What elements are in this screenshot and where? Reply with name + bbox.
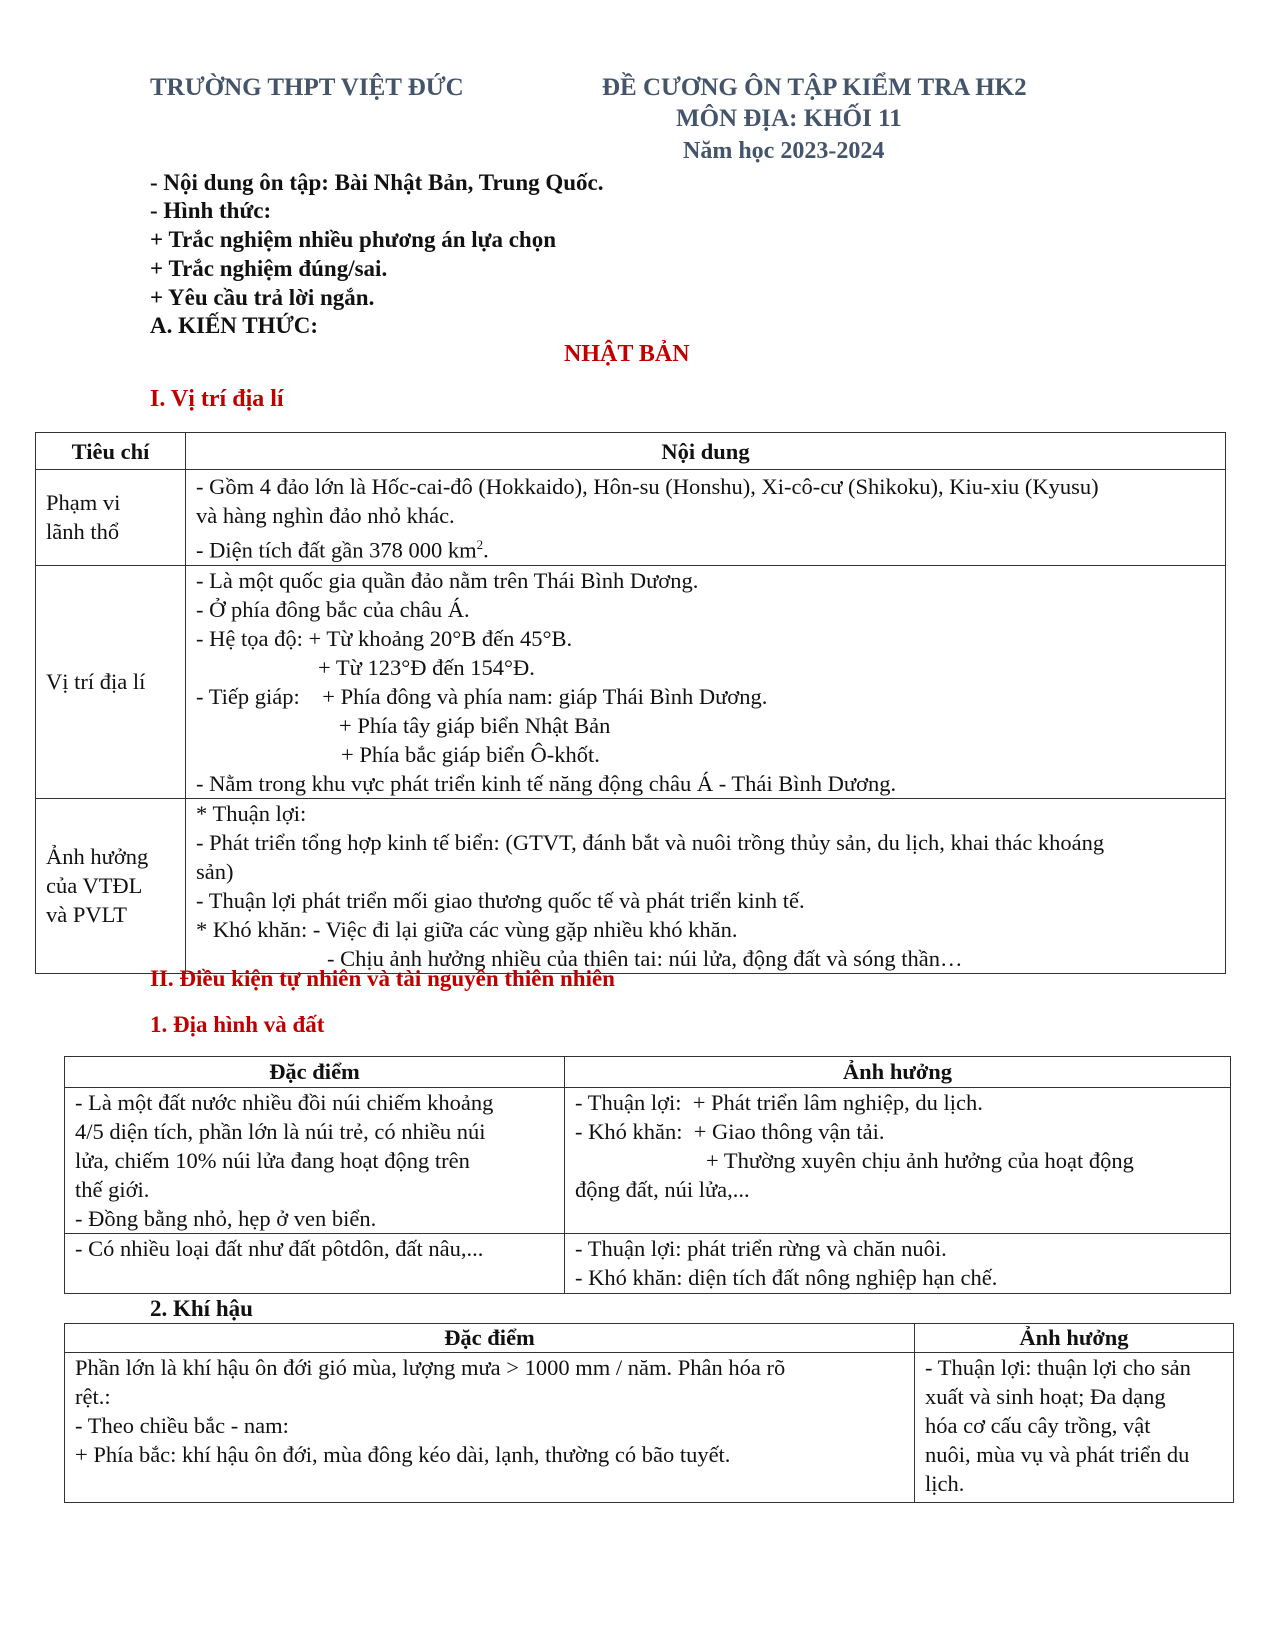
content-cell xyxy=(186,565,1226,798)
location-table xyxy=(35,432,1226,974)
content-line: - Thuận lợi: phát triển rừng và chăn nuôi. xyxy=(575,1236,947,1261)
feature-cell xyxy=(65,1234,565,1294)
content-line: - Chịu ảnh hưởng nhiều của thiên tai: núi lửa, động đất và sóng thần… xyxy=(327,945,963,971)
content-line: lửa, chiếm 10% núi lửa đang hoạt động trên xyxy=(75,1148,470,1173)
section-2-heading: II. Điều kiện tự nhiên và tài nguyên thiên nhiên xyxy=(150,966,615,991)
content-line: - Là một quốc gia quần đảo nằm trên Thái Bình Dương. xyxy=(196,567,699,593)
feature-cell xyxy=(65,1353,915,1503)
content-line: - Ở phía đông bắc của châu Á. xyxy=(196,596,470,622)
table-header: Nội dung xyxy=(186,433,1226,470)
table-row xyxy=(65,1234,1231,1294)
content-line: + Phía bắc: khí hậu ôn đới, mùa đông kéo dài, lạnh, thường có bão tuyết. xyxy=(75,1442,731,1467)
doc-title: ĐỀ CƯƠNG ÔN TẬP KIỂM TRA HK2 xyxy=(602,74,1027,101)
content-line: sản) xyxy=(196,858,234,884)
content-line: - Tiếp giáp: + Phía đông và phía nam: giáp Thái Bình Dương. xyxy=(196,683,768,709)
section-1-heading: I. Vị trí địa lí xyxy=(150,386,284,412)
criteria-cell xyxy=(36,565,186,798)
school-name: TRƯỜNG THPT VIỆT ĐỨC xyxy=(150,74,464,101)
content-line: - Phát triển tổng hợp kinh tế biển: (GTVT, đánh bắt và nuôi trồng thủy sản, du lịch, khai thác khoáng xyxy=(196,829,1105,855)
content-line: nuôi, mùa vụ và phát triển du xyxy=(925,1442,1190,1467)
table-row xyxy=(36,565,1226,798)
table-row xyxy=(36,470,1226,566)
table-header: Ảnh hưởng xyxy=(915,1324,1234,1353)
subsection-climate-heading: 2. Khí hậu xyxy=(150,1296,253,1321)
content-line: 4/5 diện tích, phần lớn là núi trẻ, có nhiều núi xyxy=(75,1119,486,1144)
content-line: Phần lớn là khí hậu ôn đới gió mùa, lượng mưa > 1000 mm / năm. Phân hóa rõ xyxy=(75,1355,786,1380)
area-period: . xyxy=(483,537,489,563)
form-item: + Trắc nghiệm nhiều phương án lựa chọn xyxy=(150,227,556,252)
content-line: - Là một đất nước nhiều đồi núi chiếm khoảng xyxy=(75,1090,494,1115)
content-line: * Khó khăn: - Việc đi lại giữa các vùng gặp nhiều khó khăn. xyxy=(196,916,738,942)
criteria-label: Phạm vi xyxy=(46,490,121,516)
form-item: + Trắc nghiệm đúng/sai. xyxy=(150,256,388,281)
content-line: + Phía tây giáp biển Nhật Bản xyxy=(339,712,611,738)
content-line: - Đồng bằng nhỏ, hẹp ở ven biển. xyxy=(75,1206,377,1231)
table-header: Tiêu chí xyxy=(36,433,186,470)
content-line: + Từ 123°Đ đến 154°Đ. xyxy=(318,654,535,680)
content-line: xuất và sinh hoạt; Đa dạng xyxy=(925,1384,1166,1409)
content-line xyxy=(196,530,1215,565)
area-superscript: 2 xyxy=(476,537,484,552)
content-line: - Khó khăn: + Giao thông vận tải. xyxy=(575,1119,885,1144)
feature-cell xyxy=(65,1088,565,1234)
climate-table xyxy=(64,1323,1234,1503)
content-line: hóa cơ cấu cây trồng, vật xyxy=(925,1413,1151,1438)
content-cell xyxy=(186,798,1226,973)
form-label: - Hình thức: xyxy=(150,198,272,223)
table-header: Đặc điểm xyxy=(65,1324,915,1353)
table-row xyxy=(65,1353,1234,1503)
criteria-label: lãnh thổ xyxy=(46,519,120,545)
terrain-table xyxy=(64,1056,1231,1294)
content-line: - Theo chiều bắc - nam: xyxy=(75,1413,289,1438)
form-item: + Yêu cầu trả lời ngắn. xyxy=(150,285,375,310)
content-line: - Thuận lợi: + Phát triển lâm nghiệp, du lịch. xyxy=(575,1090,983,1115)
content-cell xyxy=(186,470,1226,566)
content-line: - Gồm 4 đảo lớn là Hốc-cai-đô (Hokkaido), Hôn-su (Honshu), Xi-cô-cư (Shikoku), Kiu-xiu (Kyusu) xyxy=(196,474,1099,499)
content-line: lịch. xyxy=(925,1471,965,1496)
table-header: Ảnh hưởng xyxy=(565,1057,1231,1088)
content-line: và hàng nghìn đảo nhỏ khác. xyxy=(196,503,455,528)
table-row xyxy=(36,798,1226,973)
table-header: Đặc điểm xyxy=(65,1057,565,1088)
impact-cell xyxy=(915,1353,1234,1503)
content-line: - Thuận lợi phát triển mối giao thương quốc tế và phát triển kinh tế. xyxy=(196,887,805,913)
content-line: * Thuận lợi: xyxy=(196,800,307,826)
subsection-terrain-heading: 1. Địa hình và đất xyxy=(150,1012,325,1037)
table-row xyxy=(65,1088,1231,1234)
content-line: - Hệ tọa độ: + Từ khoảng 20°B đến 45°B. xyxy=(196,625,573,651)
review-content: - Nội dung ôn tập: Bài Nhật Bản, Trung Quốc. xyxy=(150,170,604,195)
criteria-label: Vị trí địa lí xyxy=(46,669,146,694)
impact-cell xyxy=(565,1088,1231,1234)
criteria-cell xyxy=(36,470,186,566)
content-line: + Phía bắc giáp biển Ô-khốt. xyxy=(341,741,600,767)
impact-cell xyxy=(565,1234,1231,1294)
section-a-heading: A. KIẾN THỨC: xyxy=(150,313,319,338)
content-line: động đất, núi lửa,... xyxy=(575,1177,750,1202)
criteria-label: và PVLT xyxy=(46,902,128,927)
criteria-cell xyxy=(36,798,186,973)
content-line: rệt.: xyxy=(75,1384,111,1409)
content-line: thế giới. xyxy=(75,1177,150,1202)
content-line: - Nằm trong khu vực phát triển kinh tế năng động châu Á - Thái Bình Dương. xyxy=(196,770,897,796)
criteria-label: của VTĐL xyxy=(46,873,143,898)
doc-year: Năm học 2023-2024 xyxy=(683,138,885,164)
criteria-label: Ảnh hưởng xyxy=(46,844,149,869)
content-line: + Thường xuyên chịu ảnh hưởng của hoạt động xyxy=(706,1148,1134,1173)
doc-subject: MÔN ĐỊA: KHỐI 11 xyxy=(676,105,902,132)
content-line: - Có nhiều loại đất như đất pôtdôn, đất nâu,... xyxy=(75,1236,484,1261)
area-text: - Diện tích đất gần 378 000 km xyxy=(196,537,477,563)
content-line: - Khó khăn: diện tích đất nông nghiệp hạn chế. xyxy=(575,1265,998,1290)
japan-title: NHẬT BẢN xyxy=(564,341,690,367)
content-line: - Thuận lợi: thuận lợi cho sản xyxy=(925,1355,1191,1380)
